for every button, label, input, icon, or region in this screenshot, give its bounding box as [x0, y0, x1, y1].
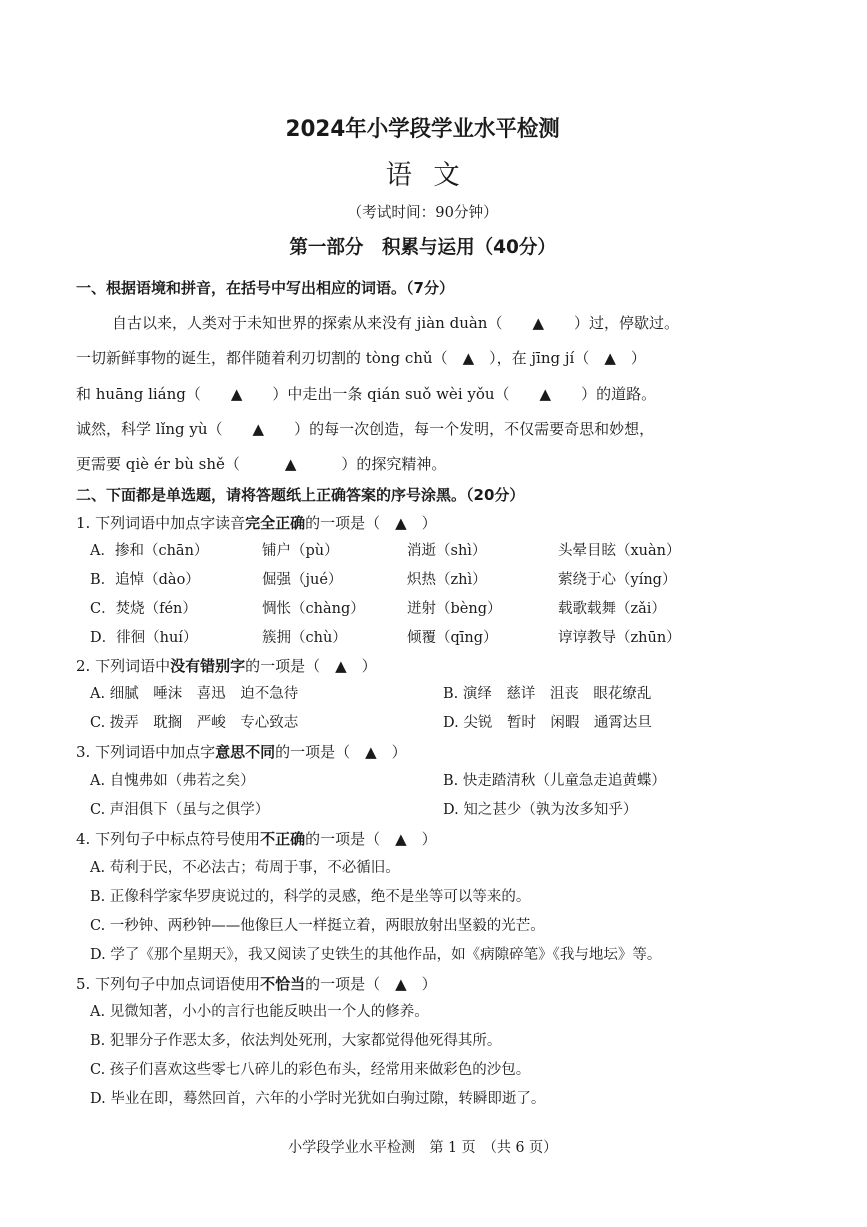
question-1-answer-slot: 的一项是（ ▲ ） [305, 514, 437, 532]
q1-option-d-1: D．徘徊（huí） [90, 630, 198, 646]
q1-option-c-2: 惆怅（chàng） [262, 601, 365, 617]
q5-option-b: B. 犯罪分子作恶太多，依法判处死刑，大家都觉得他死得其所。 [90, 1033, 502, 1049]
q2-option-b: B. 演绎 慈详 沮丧 眼花缭乱 [443, 686, 652, 702]
question-1-stem: 1. 下列词语中加点字读音 [76, 514, 246, 532]
q5-option-d: D. 毕业在即，蓦然回首，六年的小学时光犹如白驹过隙，转瞬即逝了。 [90, 1091, 546, 1107]
section1-heading: 一、根据语境和拼音，在括号中写出相应的词语。（7分） [76, 279, 454, 297]
question-5-stem: 5. 下列句子中加点词语使用 [76, 975, 261, 993]
q3-option-b: B. 快走踏清秋（儿童急走追黄蝶） [443, 773, 666, 789]
exam-title: 2024年小学段学业水平检测 [285, 117, 560, 142]
question-2 [76, 656, 377, 676]
q1-option-d-2: 簇拥（chù） [262, 630, 347, 646]
part-heading: 第一部分 积累与运用（40分） [289, 236, 556, 258]
question-4 [76, 829, 437, 849]
q3-option-c: C. 声泪俱下（虽与之俱学） [90, 802, 270, 818]
q1-option-b-3: 炽热（zhì） [407, 572, 487, 588]
q2-option-d: D. 尖锐 暂时 闲暇 通霄达旦 [443, 715, 652, 731]
subject-title: 语文 [385, 160, 482, 191]
question-1-keyword: 完全正确 [245, 514, 306, 532]
q1-option-b-4: 萦绕于心（yíng） [558, 572, 677, 588]
section2-heading: 二、下面都是单选题，请将答题纸上正确答案的序号涂黑。（20分） [76, 486, 525, 504]
q1-option-a-3: 消逝（shì） [407, 543, 487, 559]
q1-option-d-3: 倾覆（qīng） [407, 630, 498, 646]
question-1 [76, 513, 437, 533]
passage-line: 和 huāng liáng（ ▲ ）中走出一条 qián suǒ wèi yǒu（ ▲ ）的道路。 [76, 385, 657, 403]
question-3-stem: 3. 下列词语中加点字 [76, 743, 216, 761]
passage-line: 自古以来，人类对于未知世界的探索从来没有 jiàn duàn（ ▲ ）过，停歇过。 [112, 314, 679, 332]
q1-option-d-4: 谆谆教导（zhūn） [558, 630, 681, 646]
q1-option-c-3: 迸射（bèng） [407, 601, 502, 617]
passage-line: 更需要 qiè ér bù shě（ ▲ ）的探究精神。 [76, 455, 447, 473]
q1-option-a-4: 头晕目眩（xuàn） [558, 543, 681, 559]
q2-option-a: A. 细腻 唾沫 喜迅 迫不急待 [90, 686, 299, 702]
q4-option-d: D. 学了《那个星期天》，我又阅读了史铁生的其他作品，如《病隙碎笔》《我与地坛》等。 [90, 947, 662, 963]
q4-option-a: A. 苟利于民，不必法古；苟周于事，不必循旧。 [90, 860, 400, 876]
question-4-answer-slot: 的一项是（ ▲ ） [305, 830, 437, 848]
q1-option-c-4: 载歌载舞（zǎi） [558, 601, 666, 617]
question-2-keyword: 没有错别字 [170, 657, 246, 675]
passage-line: 一切新鲜事物的诞生，都伴随着利刃切割的 tòng chǔ（ ▲ ），在 jīng jí（ ▲ ） [76, 349, 646, 367]
q1-option-b-2: 倔强（jué） [262, 572, 343, 588]
question-5-answer-slot: 的一项是（ ▲ ） [305, 975, 437, 993]
page-footer: 小学段学业水平检测 第 1 页 （共 6 页） [288, 1140, 558, 1156]
question-5-keyword: 不恰当 [260, 975, 306, 993]
exam-time: （考试时间：90分钟） [347, 203, 498, 221]
q1-option-b-1: B．追悼（dào） [90, 572, 200, 588]
question-3 [76, 742, 407, 762]
q4-option-c: C. 一秒钟、两秒钟——他像巨人一样挺立着，两眼放射出坚毅的光芒。 [90, 918, 545, 934]
q1-option-a-1: A．掺和（chān） [90, 543, 209, 559]
q1-option-a-2: 铺户（pù） [262, 543, 339, 559]
q1-option-c-1: C．焚烧（fén） [90, 601, 197, 617]
q5-option-c: C. 孩子们喜欢这些零七八碎儿的彩色布头，经常用来做彩色的沙包。 [90, 1062, 531, 1078]
question-4-keyword: 不正确 [260, 830, 306, 848]
question-3-answer-slot: 的一项是（ ▲ ） [275, 743, 407, 761]
q2-option-c: C. 拨弄 耽搁 严峻 专心致志 [90, 715, 299, 731]
question-2-stem: 2. 下列词语中 [76, 657, 171, 675]
q4-option-b: B. 正像科学家华罗庚说过的，科学的灵感，绝不是坐等可以等来的。 [90, 889, 531, 905]
q5-option-a: A. 见微知著，小小的言行也能反映出一个人的修养。 [90, 1004, 429, 1020]
q3-option-a: A. 自愧弗如（弗若之矣） [90, 773, 255, 789]
question-4-stem: 4. 下列句子中标点符号使用 [76, 830, 261, 848]
question-2-answer-slot: 的一项是（ ▲ ） [245, 657, 377, 675]
question-5 [76, 974, 437, 994]
q3-option-d: D. 知之甚少（孰为汝多知乎） [443, 802, 638, 818]
question-3-keyword: 意思不同 [215, 743, 276, 761]
passage-line: 诚然，科学 lǐng yù（ ▲ ）的每一次创造，每一个发明，不仅需要奇思和妙想， [76, 420, 655, 438]
